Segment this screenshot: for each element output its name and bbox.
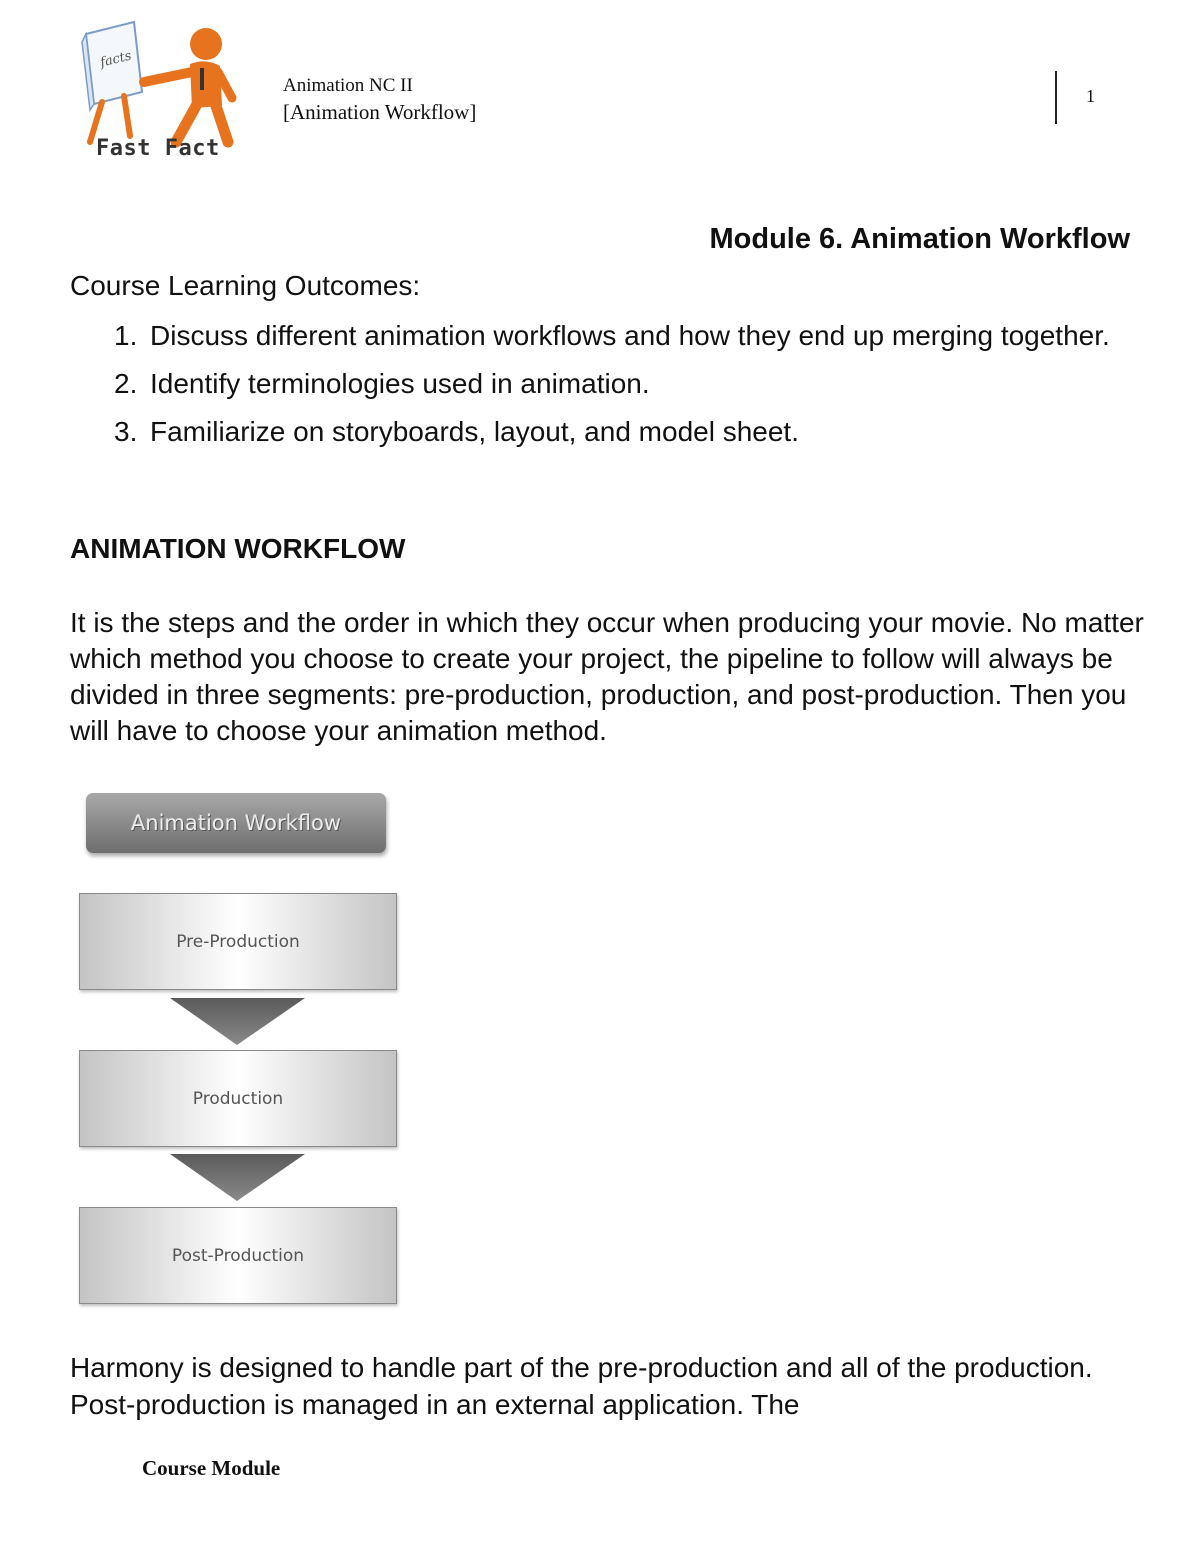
header-divider xyxy=(1055,71,1057,124)
logo-text: Fast Fact xyxy=(96,136,220,161)
stage-label: Pre-Production xyxy=(176,931,300,952)
module-title: Module 6. Animation Workflow xyxy=(709,223,1130,255)
workflow-diagram-title xyxy=(86,793,386,853)
workflow-stage-pre-production xyxy=(79,893,397,990)
list-item-text: Discuss different animation workflows and how they end up merging together. xyxy=(150,320,1110,351)
footer-label: Course Module xyxy=(142,1456,281,1480)
list-item xyxy=(114,366,1114,402)
list-item xyxy=(114,318,1114,354)
list-item-number: 3. xyxy=(114,416,138,447)
paper-sheet-icon xyxy=(82,22,142,110)
down-arrow-icon xyxy=(170,1146,305,1201)
list-item-number: 1. xyxy=(114,320,138,351)
outcomes-list xyxy=(114,318,1114,462)
list-item-number: 2. xyxy=(114,368,138,399)
down-arrow-icon xyxy=(170,990,305,1045)
stage-label: Production xyxy=(192,1088,284,1109)
presenter-figure-icon xyxy=(144,28,232,142)
header-course: Animation NC II xyxy=(283,75,413,96)
header-subtitle: [Animation Workflow] xyxy=(283,100,477,124)
page-number: 1 xyxy=(1086,86,1095,106)
workflow-stage-post-production xyxy=(79,1207,397,1304)
workflow-stage-production xyxy=(79,1050,397,1147)
section-heading: ANIMATION WORKFLOW xyxy=(70,533,406,564)
stage-label: Post-Production xyxy=(171,1245,305,1266)
list-item-text: Familiarize on storyboards, layout, and model sheet. xyxy=(150,416,799,447)
workflow-title-label: Animation Workflow xyxy=(130,811,342,835)
list-item-text: Identify terminologies used in animation. xyxy=(150,368,650,399)
paragraph-harmony: Harmony is designed to handle part of the pre-production and all of the production. Post-production is managed in an external application. The xyxy=(70,1352,1093,1420)
logo-sheet-text: facts xyxy=(98,48,134,71)
outcomes-heading: Course Learning Outcomes: xyxy=(70,270,421,301)
paragraph-intro: It is the steps and the order in which they occur when producing your movie. No matter which method you choose to create your project, the pipeline to follow will always be divided in three segments: pre-production, production, and post-production. Then you will have to choose your animation method. xyxy=(70,607,1144,746)
list-item xyxy=(114,414,1114,450)
